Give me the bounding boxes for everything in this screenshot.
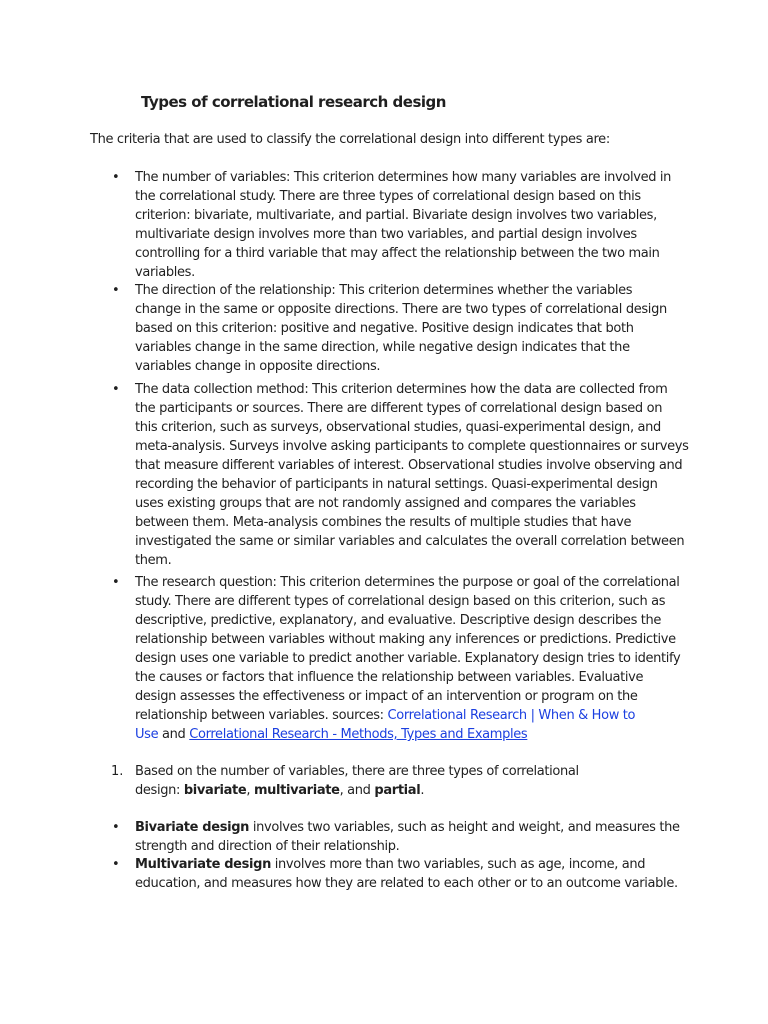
bullet-icon: • [112,820,120,835]
list-item [0,855,680,893]
text-line: controlling for a third variable that may affect the relationship between the two main [135,246,660,261]
list-item-text [135,818,680,856]
bullet-icon: • [112,382,120,397]
text-line: multivariate design involves more than two variables, and partial design involves [135,227,637,242]
and-text: and [158,727,190,742]
list-item [0,573,680,763]
text-line: the correlational study. There are three types of correlational design based on this [135,189,641,204]
document-heading: Types of correlational research design [141,93,446,111]
text-line: between them. Meta-analysis combines the results of multiple studies that have [135,515,632,530]
text-fragment: design: [135,783,184,798]
text-fragment: involves two variables, such as height and weight, and measures the [249,820,680,835]
text-line: meta-analysis. Surveys involve asking participants to complete questionnaires or surveys [135,439,689,454]
text-line: strength and direction of their relationship. [135,839,400,854]
text-line: study. There are different types of correlational design based on this criterion, such as [135,594,666,609]
text-line-with-link [135,725,680,744]
source-link-1[interactable]: Correlational Research | When & How to [387,708,636,723]
text-line: variables. [135,265,195,280]
list-item-text [135,380,689,570]
bullet-icon: • [112,170,120,185]
numbered-item-text [135,762,680,800]
text-line [135,781,680,800]
intro-paragraph: The criteria that are used to classify the correlational design into different types are: [90,132,610,147]
bold-term: Bivariate design [135,820,250,835]
list-item [0,380,689,573]
text-line: uses existing groups that are not randomly assigned and compares the variables [135,496,636,511]
design-types-list [0,818,680,893]
text-line: relationship between variables without making any inferences or predictions. Predictive [135,632,676,647]
text-line: that measure different variables of interest. Observational studies involve observing and [135,458,683,473]
source-link-2[interactable]: Correlational Research - Methods, Types and Examples [189,727,528,742]
text-line: the participants or sources. There are different types of correlational design based on [135,401,663,416]
list-item-text [135,281,680,376]
text-line: descriptive, predictive, explanatory, and evaluative. Descriptive design describes the [135,613,662,628]
list-item [0,818,680,855]
numbered-item [0,762,680,800]
bold-term-multivariate: multivariate [253,783,340,798]
text-line: recording the behavior of participants in natural settings. Quasi-experimental design [135,477,658,492]
text-line: variables change in the same direction, while negative design indicates that the [135,340,630,355]
text-line: this criterion, such as surveys, observational studies, quasi-experimental design, and [135,420,661,435]
list-item [0,168,680,281]
text-fragment: . [420,783,425,798]
bold-term: Multivariate design [135,857,271,872]
text-line: criterion: bivariate, multivariate, and partial. Bivariate design involves two variables, [135,208,657,223]
text-line: The direction of the relationship: This criterion determines whether the variables [135,283,633,298]
list-item-text [135,573,680,744]
text-line: education, and measures how they are related to each other or to an outcome variable. [135,876,678,891]
text-line: Based on the number of variables, there are three types of correlational [135,764,579,779]
text-line: The research question: This criterion determines the purpose or goal of the correlational [135,575,680,590]
bold-term-bivariate: bivariate [183,783,247,798]
bold-term-partial: partial [374,783,421,798]
bullet-icon: • [112,283,120,298]
text-line: design uses one variable to predict another variable. Explanatory design tries to identify [135,651,681,666]
text-fragment: involves more than two variables, such as age, income, and [271,857,646,872]
text-line: investigated the same or similar variables and calculates the overall correlation between [135,534,685,549]
text-line: The number of variables: This criterion determines how many variables are involved in [135,170,672,185]
text-line: them. [135,553,172,568]
text-line: design assesses the effectiveness or impact of an intervention or program on the [135,689,638,704]
list-item-text [135,168,680,282]
text-line [135,818,680,837]
text-fragment: , [246,783,254,798]
text-line-with-link [135,706,680,725]
sources-label: relationship between variables. sources: [135,708,388,723]
bullet-icon: • [112,575,120,590]
text-line: based on this criterion: positive and negative. Positive design indicates that both [135,321,634,336]
source-link-1-continued[interactable]: Use [135,727,159,742]
list-number: 1. [111,764,124,779]
list-item [0,281,680,380]
text-line: variables change in opposite directions. [135,359,381,374]
text-line: change in the same or opposite directions. There are two types of correlational design [135,302,667,317]
text-fragment: , and [339,783,375,798]
text-line: the causes or factors that influence the relationship between variables. Evaluative [135,670,644,685]
text-line [135,855,680,874]
bullet-icon: • [112,857,120,872]
text-line: The data collection method: This criterion determines how the data are collected from [135,382,668,397]
list-item-text [135,855,680,893]
criteria-list [0,168,689,763]
